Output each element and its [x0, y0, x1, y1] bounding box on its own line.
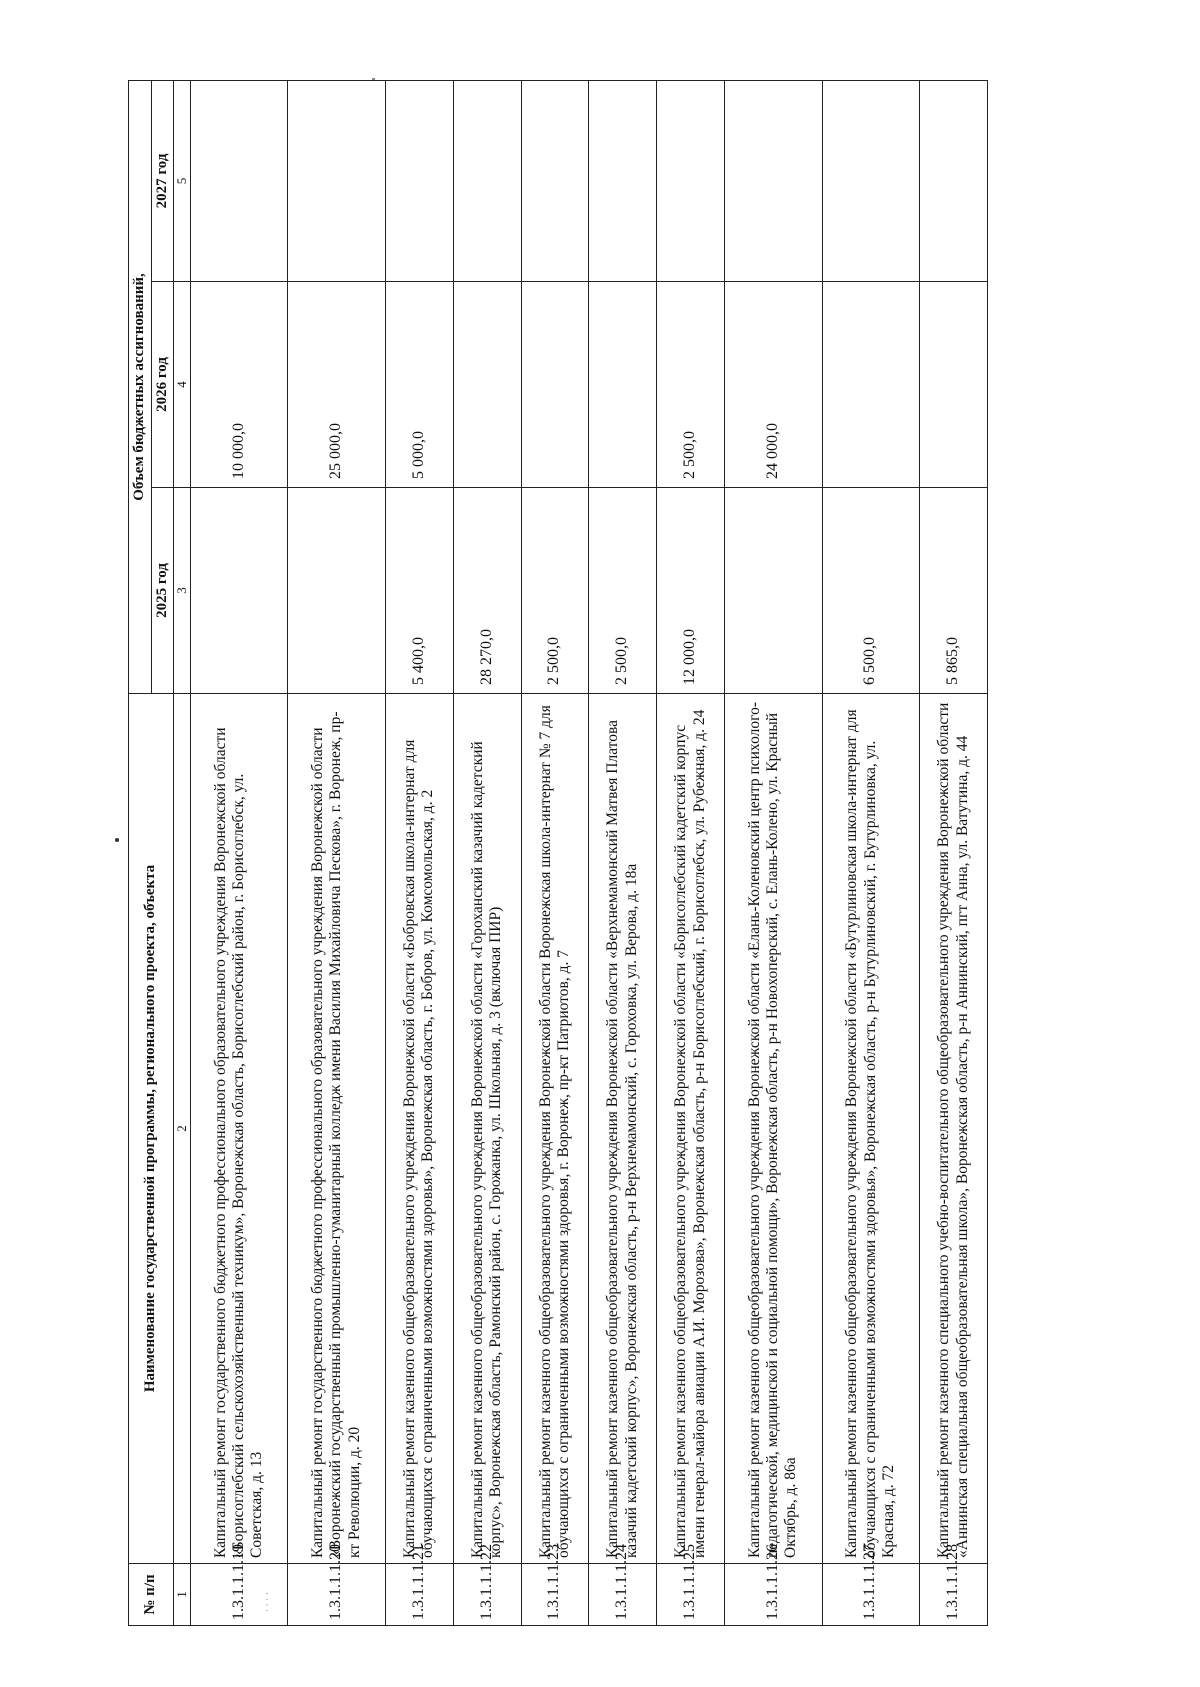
colnum-1: 1 — [174, 1564, 190, 1626]
row-amount-2025 — [724, 488, 822, 694]
scan-dot — [115, 838, 119, 842]
row-number: 1.3.1.1.1.19 — [190, 1564, 288, 1626]
header-2026: 2026 год — [151, 282, 174, 488]
row-amount-2026 — [822, 282, 920, 488]
table-row — [190, 80, 288, 1625]
budget-table — [128, 80, 988, 1626]
row-amount-2026: 5 000,0 — [385, 282, 453, 488]
row-number: 1.3.1.1.1.21 — [385, 1564, 453, 1626]
row-amount-2027 — [521, 80, 589, 281]
row-amount-2026 — [920, 282, 988, 488]
table-row — [288, 80, 386, 1625]
colnum-3: 3 — [174, 488, 190, 694]
table-row — [453, 80, 521, 1625]
header-budget: Объем бюджетных ассигнований, — [129, 80, 152, 693]
row-amount-2027 — [190, 80, 288, 281]
row-amount-2026: 2 500,0 — [657, 282, 725, 488]
colnum-2: 2 — [174, 694, 190, 1564]
row-number: 1.3.1.1.1.24 — [589, 1564, 657, 1626]
row-amount-2025 — [190, 488, 288, 694]
row-object-name: Капитальный ремонт государственного бюджетного профессионального образовательного учреждения Воронежской области «Воронежский государственный промышленно-гуманитарный колледж имени Василия Михайловича Пескова», г. Воронеж, пр-кт Революции, д. 20 — [288, 694, 386, 1564]
table-row — [589, 80, 657, 1625]
row-object-name: Капитальный ремонт казенного общеобразовательного учреждения Воронежской области «Гороханский казачий кадетский корпус», Воронежская область, Рамонский район, с. Горожанка, ул. Школьная, д. 3 (включая ПИР) — [453, 694, 521, 1564]
header-name: Наименование государственной программы, регионального проекта, объекта — [129, 694, 174, 1564]
row-number: 1.3.1.1.1.27 — [822, 1564, 920, 1626]
row-amount-2025: 12 000,0 — [657, 488, 725, 694]
table-body — [190, 80, 987, 1625]
table-row — [724, 80, 822, 1625]
row-amount-2025 — [288, 488, 386, 694]
row-object-name: Капитальный ремонт государственного бюджетного профессионального образовательного учреждения Воронежской области «Борисоглебский сельскохозяйственный техникум», Воронежская область, Борисоглебский район, г. Борисоглебск, ул. Советская, д. 13 — [190, 694, 288, 1564]
row-amount-2027 — [822, 80, 920, 281]
row-object-name: Капитальный ремонт казенного общеобразовательного учреждения Воронежской области «Верхнемамонский Матвея Платова казачий кадетский корпус», Воронежская область, р-н Верхнемамонский, с. Гороховка, ул. Верова, д. 18а — [589, 694, 657, 1564]
row-number: 1.3.1.1.1.23 — [521, 1564, 589, 1626]
colnum-4: 4 — [174, 282, 190, 488]
rotated-table-wrapper — [128, 81, 988, 1626]
row-object-name: Капитальный ремонт казенного общеобразовательного учреждения Воронежской области «Елань-Коленовский центр психолого-педагогической, медицинской и социальной помощи», Воронежская область, р-н Новохоперский, с. Елань-Колено, ул. Красный Октябрь, д. 86а — [724, 694, 822, 1564]
row-amount-2026 — [521, 282, 589, 488]
header-no: № п/п — [129, 1564, 174, 1626]
row-number: 1.3.1.1.1.20 — [288, 1564, 386, 1626]
row-amount-2025: 28 270,0 — [453, 488, 521, 694]
row-amount-2026: 10 000,0 — [190, 282, 288, 488]
table-row — [657, 80, 725, 1625]
row-amount-2025: 5 400,0 — [385, 488, 453, 694]
row-amount-2027 — [589, 80, 657, 281]
row-amount-2027 — [288, 80, 386, 281]
table-row — [385, 80, 453, 1625]
header-2027: 2027 год — [151, 80, 174, 281]
row-object-name: Капитальный ремонт казенного общеобразовательного учреждения Воронежской области Воронежская школа-интернат № 7 для обучающихся с ограниченными возможностями здоровья, г. Воронеж, пр-кт Патриотов, д. 7 — [521, 694, 589, 1564]
row-amount-2025: 2 500,0 — [589, 488, 657, 694]
row-amount-2027 — [657, 80, 725, 281]
row-amount-2025: 2 500,0 — [521, 488, 589, 694]
header-2025: 2025 год — [151, 488, 174, 694]
row-amount-2025: 5 865,0 — [920, 488, 988, 694]
row-amount-2025: 6 500,0 — [822, 488, 920, 694]
row-amount-2026: 25 000,0 — [288, 282, 386, 488]
row-number: 1.3.1.1.1.26 — [724, 1564, 822, 1626]
row-amount-2027 — [920, 80, 988, 281]
row-object-name: Капитальный ремонт казенного специального учебно-воспитательного общеобразовательного учреждения Воронежской области «Аннинская специальная общеобразовательная школа», Воронежская область, р-н Аннинский, пгт Анна, ул. Ватутина, д. 44 — [920, 694, 988, 1564]
row-object-name: Капитальный ремонт казенного общеобразовательного учреждения Воронежской области «Бобровская школа-интернат для обучающихся с ограниченными возможностями здоровья», Воронежская область, г. Бобров, ул. Комсомольская, д. 2 — [385, 694, 453, 1564]
table-row — [920, 80, 988, 1625]
row-amount-2027 — [724, 80, 822, 281]
row-amount-2026 — [589, 282, 657, 488]
row-amount-2027 — [385, 80, 453, 281]
table-row — [521, 80, 589, 1625]
row-object-name: Капитальный ремонт казенного общеобразовательного учреждения Воронежской области «Борисоглебский кадетский корпус имени генерал-майора авиации А.И. Морозова», Воронежская область, р-н Борисоглебский, г. Борисоглебск, ул. Рубежная, д. 24 — [657, 694, 725, 1564]
row-number: 1.3.1.1.1.25 — [657, 1564, 725, 1626]
row-object-name: Капитальный ремонт казенного общеобразовательного учреждения Воронежской области «Бутурлиновская школа-интернат для обучающихся с ограниченными возможностями здоровья», Воронежская область, р-н Бутурлиновский, г. Бутурлиновка, ул. Красная, д. 72 — [822, 694, 920, 1564]
colnum-5: 5 — [174, 80, 190, 281]
row-number: 1.3.1.1.1.28 — [920, 1564, 988, 1626]
table-row — [822, 80, 920, 1625]
row-amount-2027 — [453, 80, 521, 281]
row-amount-2026 — [453, 282, 521, 488]
row-number: 1.3.1.1.1.22 — [453, 1564, 521, 1626]
binder-hole-marks: · · · · — [263, 1591, 274, 1613]
row-amount-2026: 24 000,0 — [724, 282, 822, 488]
